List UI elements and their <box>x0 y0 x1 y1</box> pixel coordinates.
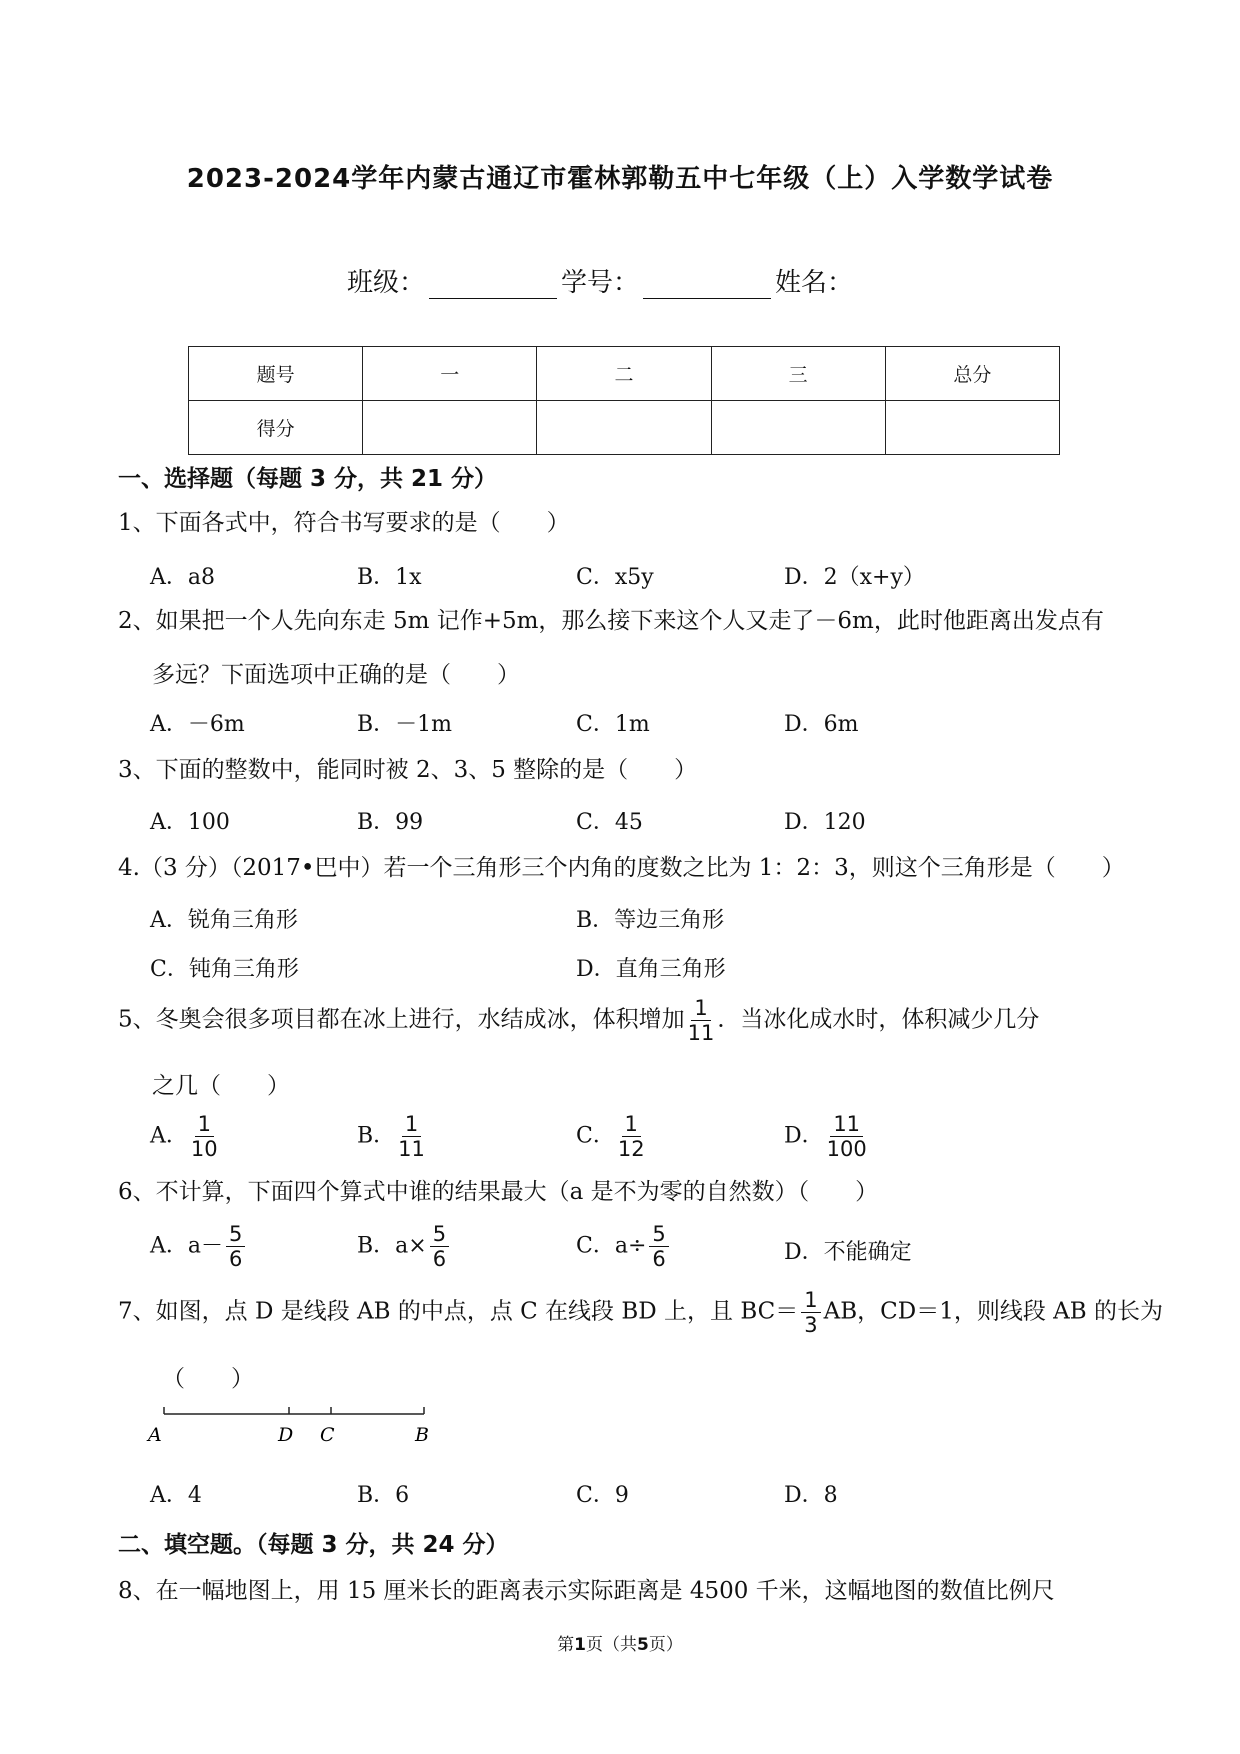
numerator: 5 <box>649 1222 668 1247</box>
question-1-stem: 1、下面各式中，符合书写要求的是（ ） <box>118 510 570 536</box>
q4-option-b: B．等边三角形 <box>576 908 725 933</box>
score-cell <box>363 401 537 455</box>
footer-suffix: 页） <box>648 1635 683 1655</box>
denominator: 6 <box>229 1247 243 1271</box>
numerator: 5 <box>226 1222 245 1247</box>
footer-total-pages: 5 <box>637 1635 649 1655</box>
q5-option-b <box>357 1112 428 1161</box>
denominator: 11 <box>398 1137 425 1161</box>
denominator: 6 <box>652 1247 666 1271</box>
question-5-stem-line2: 之几（ ） <box>152 1073 290 1099</box>
footer-page-number: 1 <box>574 1635 586 1655</box>
numerator: 11 <box>830 1112 863 1137</box>
score-header-cell: 一 <box>363 347 537 401</box>
name-label: 姓名： <box>775 268 854 298</box>
q7-option-d: D．8 <box>784 1483 838 1508</box>
q7-fraction <box>801 1288 820 1337</box>
q5-option-c-label: C． <box>576 1123 615 1149</box>
score-cell <box>711 401 885 455</box>
q1-option-a: A．a8 <box>150 565 216 590</box>
q6-option-c-fraction <box>649 1222 668 1271</box>
q5-fraction <box>688 996 715 1045</box>
q6-option-a-label: A．a－ <box>150 1233 224 1259</box>
numerator: 1 <box>402 1112 421 1137</box>
score-header-cell: 二 <box>537 347 711 401</box>
q6-option-c-label: C．a÷ <box>576 1233 647 1259</box>
denominator: 10 <box>190 1137 218 1161</box>
numerator: 1 <box>622 1112 641 1137</box>
q6-option-b <box>357 1222 452 1271</box>
q4-option-d: D．直角三角形 <box>576 957 726 982</box>
q3-option-b: B．99 <box>357 810 424 835</box>
q4-option-a: A．锐角三角形 <box>150 908 298 933</box>
id-label: 学号： <box>560 268 639 298</box>
question-7-stem-line2: （ ） <box>162 1366 254 1392</box>
q5-stem-part-b: ．当冰化成水时，体积减少几分 <box>717 1006 1040 1033</box>
q3-option-d: D．120 <box>784 810 866 835</box>
q5-stem-part-a: 5、冬奥会很多项目都在冰上进行，水结成冰，体积增加 <box>118 1006 685 1033</box>
denominator: 12 <box>617 1137 645 1161</box>
q5-option-c <box>576 1112 648 1161</box>
class-blank <box>429 272 557 299</box>
q3-option-a: A．100 <box>150 810 230 835</box>
denominator: 6 <box>432 1247 447 1271</box>
q5-fraction-denominator: 11 <box>687 1021 715 1045</box>
q6-option-d: D．不能确定 <box>784 1240 912 1265</box>
q5-option-b-fraction <box>398 1112 425 1161</box>
q7-option-b: B．6 <box>357 1483 410 1508</box>
question-3-stem: 3、下面的整数中，能同时被 2、3、5 整除的是（ ） <box>118 757 698 783</box>
q5-option-c-fraction <box>618 1112 645 1161</box>
score-cell <box>537 401 711 455</box>
q5-fraction-numerator: 1 <box>691 996 710 1021</box>
q2-option-c: C．1m <box>576 712 650 737</box>
score-header-cell: 题号 <box>189 347 363 401</box>
question-8-stem: 8、在一幅地图上，用 15 厘米长的距离表示实际距离是 4500 千米，这幅地图的数值比例尺 <box>118 1578 1055 1604</box>
question-5-stem <box>118 996 1039 1045</box>
q7-option-a: A．4 <box>150 1483 202 1508</box>
q4-option-c: C．钝角三角形 <box>150 957 299 982</box>
point-label-d: D <box>278 1424 294 1446</box>
q7-stem-part-b: AB，CD＝1，则线段 AB 的长为 <box>823 1298 1163 1325</box>
score-header-cell: 三 <box>711 347 885 401</box>
line-segment-figure <box>140 1400 440 1450</box>
q7-fraction-denominator: 3 <box>804 1313 818 1337</box>
question-7-stem <box>118 1288 1163 1337</box>
section-1-heading: 一、选择题（每题 3 分，共 21 分） <box>118 466 498 492</box>
question-2-stem-line1: 2、如果把一个人先向东走 5m 记作+5m，那么接下来这个人又走了－6m，此时他距离出发点有 <box>118 608 1104 634</box>
numerator: 5 <box>430 1222 449 1247</box>
q5-option-a <box>150 1112 221 1161</box>
q3-option-c: C．45 <box>576 810 643 835</box>
footer-prefix: 第 <box>557 1635 575 1655</box>
question-2-stem-line2: 多远？下面选项中正确的是（ ） <box>152 662 520 688</box>
id-blank <box>643 272 771 299</box>
student-info-line <box>0 262 1240 299</box>
q5-option-b-label: B． <box>357 1123 396 1149</box>
q1-option-d: D．2（x+y） <box>784 565 925 590</box>
exam-title: 2023-2024学年内蒙古通辽市霍林郭勒五中七年级（上）入学数学试卷 <box>186 164 1054 194</box>
score-cell <box>885 401 1059 455</box>
score-table-score-row <box>189 401 1060 455</box>
denominator: 100 <box>826 1137 867 1161</box>
q6-option-b-fraction <box>430 1222 449 1271</box>
footer-mid: 页（共 <box>586 1635 637 1655</box>
q2-option-a: A．－6m <box>150 712 245 737</box>
q7-stem-part-a: 7、如图，点 D 是线段 AB 的中点，点 C 在线段 BD 上，且 BC＝ <box>118 1298 799 1325</box>
q6-option-a <box>150 1222 248 1271</box>
q6-option-b-label: B．a× <box>357 1233 427 1259</box>
q1-option-b: B．1x <box>357 565 422 590</box>
q6-option-c <box>576 1222 672 1271</box>
q2-option-d: D．6m <box>784 712 859 737</box>
score-table <box>188 346 1060 455</box>
q5-option-d-fraction <box>827 1112 867 1161</box>
q7-fraction-numerator: 1 <box>801 1288 820 1313</box>
section-2-heading: 二、填空题。（每题 3 分，共 24 分） <box>118 1532 509 1558</box>
q5-option-a-label: A． <box>150 1123 188 1149</box>
page-footer <box>0 1630 1240 1655</box>
point-label-b: B <box>415 1424 429 1446</box>
score-row-label: 得分 <box>189 401 363 455</box>
q6-option-a-fraction <box>226 1222 245 1271</box>
q5-option-d-label: D． <box>784 1123 824 1149</box>
point-label-a: A <box>148 1424 162 1446</box>
score-header-cell: 总分 <box>885 347 1059 401</box>
q2-option-b: B．－1m <box>357 712 453 737</box>
q5-option-d <box>784 1112 870 1161</box>
q7-option-c: C．9 <box>576 1483 629 1508</box>
score-table-header-row <box>189 347 1060 401</box>
q1-option-c: C．x5y <box>576 565 654 590</box>
q5-option-a-fraction <box>191 1112 218 1161</box>
numerator: 1 <box>195 1112 214 1137</box>
point-label-c: C <box>320 1424 335 1446</box>
question-6-stem: 6、不计算，下面四个算式中谁的结果最大（a 是不为零的自然数）（ ） <box>118 1179 879 1205</box>
question-4-stem: 4.（3 分）（2017•巴中）若一个三角形三个内角的度数之比为 1：2：3，则这个三角形是（ ） <box>118 855 1125 881</box>
class-label: 班级： <box>346 268 425 298</box>
